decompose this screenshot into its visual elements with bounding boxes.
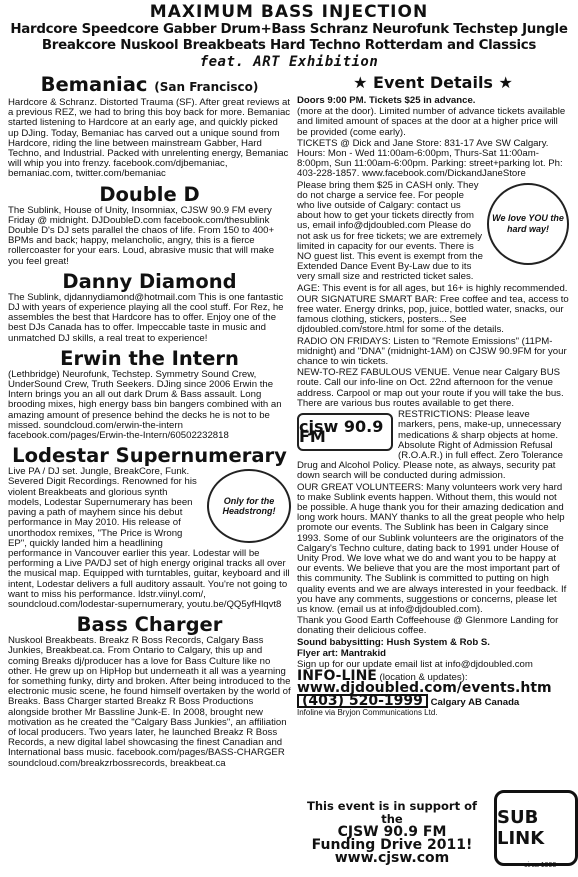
tickets-info: TICKETS @ Dick and Jane Store: 831-17 Ave SW Calgary. Hours: Mon - Wed 11:00am-6:00pm, Thurs-Sat 11:00am-8:00pm, Sun 11:00am-6:00pm. Parking: street+parking lot. Ph: 403-228-1857. www.facebook.com/DickandJaneStore <box>297 137 563 180</box>
dj-bio: Nuskool Breakbeats. Breakz R Boss Records, Calgary Bass Junkies, Breakbeat.ca. From Ontario to Calgary, this up and coming Breaks dj/producer has a love for Bass Culture like no other. He grew up on HipHop but underneath it all was a yearning for something funky, dirty and broken. After being introduced to the electronic music scene, he found himself overtaken by the world of Breaks. Bass Charger started Breakz R Boss Productions alongside brother Mr Bassline Junk-E. In 2008, brought new motivation as he created the "Calgary Bass Junkies", an affiliation of local producers. Two years later, he launched Breakz R Boss Records, a new digital label showcasing the finest Canadian and International bass music. facebook.com/pages/BASS-CHARGER soundcloud.com/breakzrbossrecords, breakbeat.ca <box>8 635 291 769</box>
support-line-4[interactable]: www.cjsw.com <box>334 850 450 866</box>
support-line-1: This event is in support of the <box>306 799 477 826</box>
cash-info: Please bring them $25 in CASH only. They do not charge a service fee. For people who live outside of Calgary: contact us about how to get your tickets directly from us, email info@djdoubled.com Please do not ask us for free tickets; we are extremely limited in capacity for our events. There is NO guest list. This event is exempt from the Extended Dance Event By-Law due to its very small size and restricted ticket sales. <box>297 179 483 283</box>
dj-name: Lodestar Supernumerary <box>12 444 287 468</box>
dj-danny-diamond <box>8 271 291 344</box>
dj-bemaniac <box>8 74 291 180</box>
sublink-circa: circa 1993 <box>524 862 557 869</box>
venue-info: NEW-TO-REZ FABULOUS VENUE. Venue near Calgary BUS route. Call our info-line on Oct. 22nd afternoon for the venue address. Carpool or map out your route if you will take the bus. There are various bus routes available to get there. <box>297 367 564 409</box>
smart-bar-info: OUR SIGNATURE SMART BAR: Free coffee and tea, access to free water. Energy drinks, pop, juice, bottled water, snacks, our famous clothing, stickers, posters... See djdoubled.com/store.html for some of the details. <box>297 293 569 336</box>
infoline-provider: Infoline via Bryjon Communications Ltd. <box>297 707 438 717</box>
dj-name: Bemaniac <box>40 73 148 96</box>
art-exhibition-line: feat. ART Exhibition <box>199 54 379 70</box>
dj-bio: Live PA / DJ set. Jungle, BreakCore, Funk. Severed Digit Recordings. Renowned for his violent Breakbeats and glorious synth models, Lodestar Supernumerary has been paving a path of mayhem since his debut performance in May 2010. His release of unorthodox remixes, "The Price is Wrong EP", quickly landed him a headlining performance in Vancouver earlier this year. Lodestar will be performing a Live PA/DJ set of high energy original tracks all over the musical map. Equipped with turntables, guitar, keyboard and ill intent, Lodestar delivers a full auditory assault. You're not going to want to miss his performance. ldstr.viinyl.com/, soundcloud.com/lodestar-supernumerary, youtu.be/QQ5yfHlqvt8 <box>8 466 290 610</box>
infoline-label: INFO-LINE <box>297 668 377 685</box>
flyer-title: MAXIMUM BASS INJECTION <box>149 2 429 22</box>
email-list-info: Sign up for our update email list at info@djdoubled.com <box>297 658 533 670</box>
event-details-column <box>297 74 569 718</box>
volunteers-info: OUR GREAT VOLUNTEERS: Many volunteers work very hard to make Sublink events happen. Without them, this would not be possible. A huge thank you for their amazing dedication and long work hours. MANY thanks to all the great people who help promote our events. The Sublink has been in Calgary since 1993. Some of our Sublink volunteers are the originators of the Calgary's Techno culture, dating back to 1991 under House of Unity Prod. We love what we do and want you to be happy at our events. We believe that you are the most important part of this community. The Sublink is committed to putting on high quality events and we are always interested in your feedback. If you have any comments, suggestions or concerns, please let us know. (email us at info@djdoubled.com). <box>297 481 567 615</box>
dj-name: Bass Charger <box>76 613 223 637</box>
dj-bio: Hardcore & Schranz. Distorted Trauma (SF). After great reviews at a previous REZ, we had to bring this boy back for more. Bemaniac started listening to Hardcore at an early age, and quickly picked up DJing. Today, Bemaniac has carved out a unique sound from Hardcore, riding the line between mainstream Gabber, Hard Techno, and Industrial. Packed with unrelenting energy, Bemaniac will whip you into frenzy. facebook.com/djbemaniac, bemaniac.com, twitter.com/bemaniac <box>8 97 291 180</box>
dj-bio: The Sublink, djdannydiamond@hotmail.com This is one fantastic DJ with years of experience playing all the cool stuff. For Rez, he assembles the best that Hardcore has to offer. Enjoy one of the best DJs Canada has to offer. Impeccable taste in music and unmatched DJ skills, a real treat to experience! <box>8 291 284 344</box>
events-url[interactable]: www.djdoubled.com/events.htm <box>297 680 552 697</box>
genre-line-1: Hardcore Speedcore Gabber Drum+Bass Schranz Neurofunk Techstep Jungle <box>10 22 568 37</box>
dj-name: Erwin the Intern <box>60 346 239 370</box>
sublink-logo-icon: SUB LINK <box>494 790 578 866</box>
dj-lodestar <box>8 445 291 610</box>
we-love-you-badge-icon: We love YOU the hard way! <box>487 183 569 265</box>
age-info: AGE: This event is for all ages, but 16+ is highly recommended. <box>297 282 568 294</box>
infoline-phone[interactable]: (403) 520-1999 <box>297 694 428 708</box>
dj-bio: (Lethbridge) Neurofunk, Techstep. Symmetry Sound Crew, UnderSound Crew, Truth Seekers. DJing since 2006 Erwin the Intern brings you an all out dark Drum & Bass assault. Long brooding mixes, high energy bass bin bangers combined with an amazing amount of presence behind the decks he is not to be missed. soundcloud.com/erwin-the-intern facebook.com/pages/Erwin-the-Intern/60502232818 <box>8 368 282 442</box>
restrictions-info: RESTRICTIONS: Please leave markers, pens, make-up, unnecessary medications & sharp objects at home. Absolute Right of Admission Refusal (R.O.A.R.) in full effect. Zero Tolerance Drug and Alcohol Policy. Please note, as always, security pat down search will be conducted during admission. <box>297 409 563 482</box>
dj-name: Danny Diamond <box>62 269 237 293</box>
event-details-heading: ★ Event Details ★ <box>353 73 513 92</box>
headstrong-icon: Only for the Headstrong! <box>207 469 291 543</box>
cjsw-support-block <box>297 800 487 865</box>
babysitting-info: Sound babysitting: Hush System & Rob S. <box>297 636 490 648</box>
radio-info: RADIO ON FRIDAYS: Listen to "Remote Emissions" (11PM-midnight) and "DNA" (midnight-1AM) on CJSW 90.9FM for your chance to win tickets. <box>297 335 567 368</box>
dj-erwin-the-intern <box>8 348 291 441</box>
dj-bio: The Sublink, House of Unity, Insomniax, CJSW 90.9 FM every Friday @ midnight. DJDoubleD.com facebook.com/thesublink Double D's DJ sets parallel the chaos of life. From 150 to 400+ BPMs and back; happy, melancholic, angry, this is a fierce rollercoaster for your ears. Loud, abrasive music that will make you feel great! <box>8 204 275 267</box>
support-line-2: CJSW 90.9 FM <box>337 824 447 840</box>
dj-lineup-column <box>8 74 291 773</box>
doors-more: (more at the door). Limited number of advance tickets available and limited amount of spaces at the door at a higher price will be provided (come early). <box>297 106 566 138</box>
dj-bass-charger <box>8 614 291 769</box>
genre-line-2: Breakcore Nuskool Breakbeats Hard Techno Rotterdam and Classics <box>41 38 537 53</box>
dj-location: (San Francisco) <box>154 80 259 94</box>
dj-double-d <box>8 184 291 267</box>
cjsw-logo-icon: cjsw 90.9 FM <box>297 413 393 451</box>
dj-name: Double D <box>99 182 200 206</box>
flyer-art-info: Flyer art: Mantrakid <box>297 647 387 659</box>
city-label: Calgary AB Canada <box>430 696 520 708</box>
doors-info: Doors 9:00 PM. Tickets $25 in advance. <box>297 95 476 106</box>
infoline-note: (location & updates): <box>379 672 468 684</box>
support-line-3: Funding Drive 2011! <box>311 837 473 853</box>
thanks-info: Thank you Good Earth Coffeehouse @ Glenmore Landing for donating their delicious coffee. <box>297 615 559 637</box>
